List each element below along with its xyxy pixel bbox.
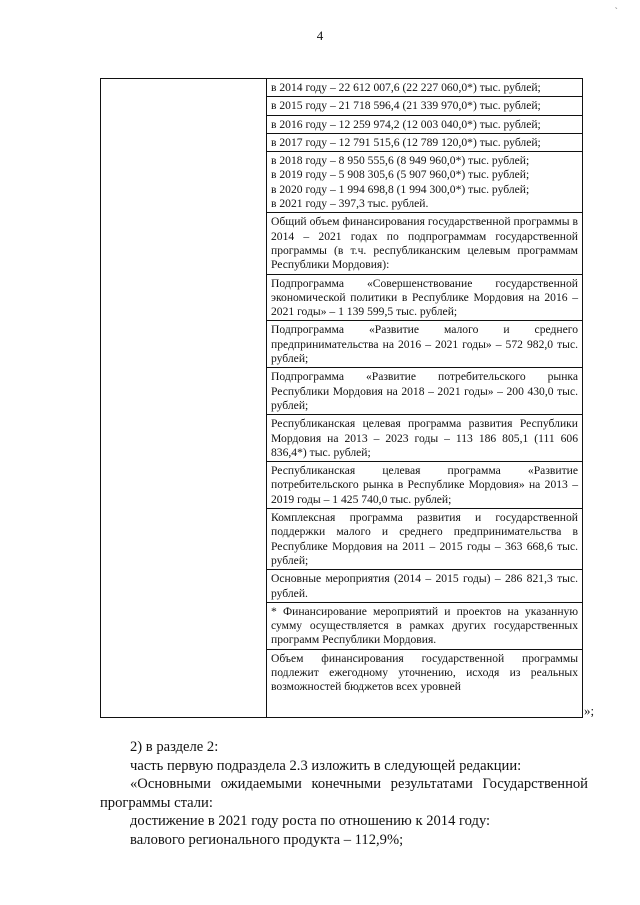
instruction-line: часть первую подраздела 2.3 изложить в следующей редакции:	[130, 757, 522, 774]
paragraph-total-financing: Общий объем финансирования государственной программы в 2014 – 2021 годах по подпрограммам государственной программы (в т.ч. республиканским целевым программам Республики Мордовия):	[267, 213, 582, 274]
body-text	[100, 738, 588, 850]
page-number: 4	[316, 28, 324, 43]
corner-mark: `	[614, 6, 618, 18]
grp-line: валового регионального продукта – 112,9%;	[130, 831, 404, 848]
table-left-cell	[101, 79, 267, 717]
closing-quote-mark: »;	[584, 703, 595, 718]
section-2-heading: 2) в разделе 2:	[130, 739, 219, 755]
paragraph-annual-update: Объем финансирования государственной программы подлежит ежегодному уточнению, исходя из реальных возможностей бюджетов всех уровней	[271, 651, 578, 694]
paragraph-2020: в 2020 году – 1 994 698,8 (1 994 300,0*) тыс. рублей;	[271, 182, 530, 196]
table-right-cell	[267, 79, 582, 717]
financing-table	[100, 78, 583, 718]
paragraph-target-program-consumer-market: Республиканская целевая программа «Развитие потребительского рынка в Республике Мордовия» на 2013 – 2019 годы – 1 425 740,0 тыс. рублей;	[267, 462, 582, 509]
paragraph-subprogram-small-business: Подпрограмма «Развитие малого и среднего предпринимательства на 2016 – 2021 годы» – 572 982,0 тыс. рублей;	[267, 321, 582, 368]
paragraph-target-program-development: Республиканская целевая программа развития Республики Мордовия на 2013 – 2023 годы – 113 186 805,1 (111 606 836,4*) тыс. рублей;	[267, 415, 582, 462]
paragraph-2014: в 2014 году – 22 612 007,6 (22 227 060,0*) тыс. рублей;	[267, 79, 582, 97]
paragraph-main-activities: Основные мероприятия (2014 – 2015 годы) – 286 821,3 тыс. рублей.	[267, 570, 582, 603]
quoted-results-intro: «Основными ожидаемыми конечными результатами Государственной программы стали:	[100, 776, 588, 811]
paragraph-2015: в 2015 году – 21 718 596,4 (21 339 970,0*) тыс. рублей;	[267, 97, 582, 115]
paragraph-2019: в 2019 году – 5 908 305,6 (5 907 960,0*) тыс. рублей;	[271, 168, 530, 182]
paragraph-complex-program: Комплексная программа развития и государственной поддержки малого и среднего предпринимательства в Республике Мордовия на 2011 – 2015 годы – 363 668,6 тыс. рублей;	[267, 509, 582, 570]
paragraph-subprogram-consumer-market: Подпрограмма «Развитие потребительского рынка Республики Мордовия на 2018 – 2021 годы» – 200 430,0 тыс. рублей;	[267, 368, 582, 415]
paragraph-footnote: * Финансирование мероприятий и проектов на указанную сумму осуществляется в рамках других государственных программ Республики Мордовия.	[267, 603, 582, 650]
paragraph-2018: в 2018 году – 8 950 555,6 (8 949 960,0*) тыс. рублей;	[271, 154, 530, 168]
paragraph-2021: в 2021 году – 397,3 тыс. рублей.	[267, 197, 582, 213]
paragraph-subprogram-economic-policy: Подпрограмма «Совершенствование государственной экономической политики в Республике Мордовия на 2016 – 2021 годы» – 1 139 599,5 тыс. рублей;	[267, 275, 582, 322]
achievement-line: достижение в 2021 году роста по отношению к 2014 году:	[130, 813, 491, 830]
paragraph-2017: в 2017 году – 12 791 515,6 (12 789 120,0*) тыс. рублей;	[267, 134, 582, 152]
paragraph-2016: в 2016 году – 12 259 974,2 (12 003 040,0*) тыс. рублей;	[267, 116, 582, 134]
